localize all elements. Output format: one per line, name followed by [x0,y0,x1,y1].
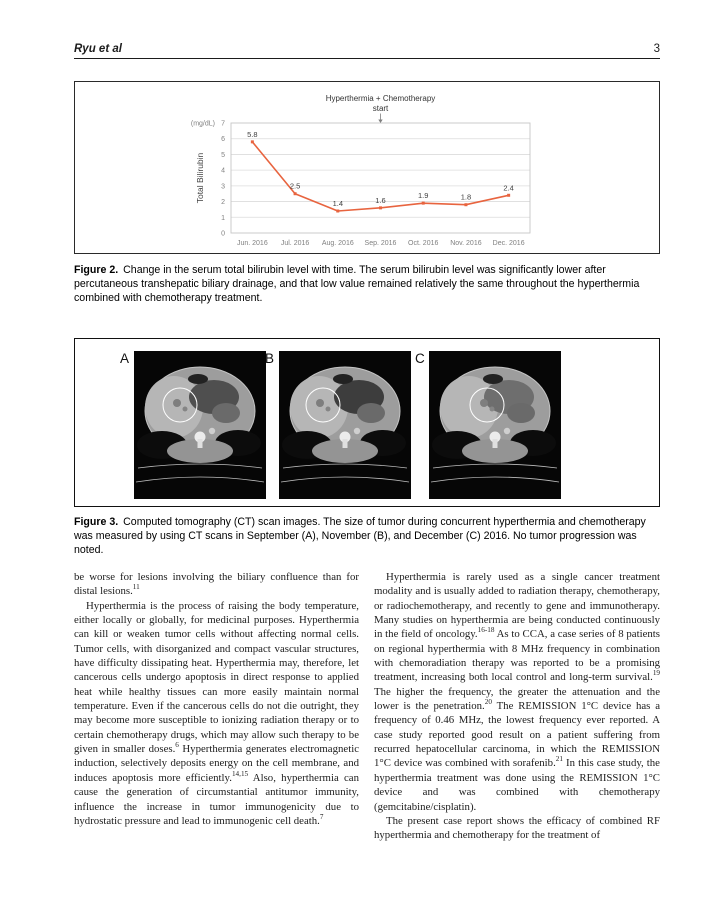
left-column [74,570,359,828]
y-axis-title: Total Bilirubin [195,152,205,204]
bilirubin-line-chart [75,82,659,253]
x-tick-label: Jul. 2016 [280,240,310,247]
chart-point-marker [422,202,425,205]
reference-superscript: 19 [652,669,660,678]
chart-point-marker [251,140,254,143]
spinous-process [493,439,498,448]
annotation-line2: start [372,104,389,113]
air-pocket [188,374,208,384]
tumor-mottle [326,407,331,412]
data-label: 1.9 [417,191,429,201]
plot-border [231,123,530,233]
figure3-caption-text: Computed tomography (CT) scan images. The size of tumor during concurrent hyperthermia and chemotherapy was measured by using CT scans in September (A), November (B), and December (C) 2016. No tumor progression was noted. [74,516,646,556]
reference-superscript: 11 [132,583,140,592]
tumor-mottle [490,407,495,412]
page-header [74,40,660,59]
reference-superscript: 20 [484,698,492,706]
figure2-caption [74,264,660,305]
chart-point-marker [336,210,339,213]
page-number: 3 [653,43,660,55]
bowel-region [507,403,535,423]
paragraph: The present case report shows the efficacy of combined RF hyperthermia and chemotherapy for the treatment of [374,814,660,842]
paragraph: Hyperthermia is rarely used as a single cancer treatment modality and is usually added to radiation therapy, chemotherapy, or radiochemotherapy, and recently to gene and immunotherapy. Many studies on hyperthermia are being conducted continuously in the field of oncology.$^{16-18}$ As to CCA, a case series of 8 patients on regional hyperthermia with 8 MHz frequency in combination with chemoradiation therapy was reported to be a promising treatment, increasing both local control and long-term survival.$^{19}$ The higher the frequency, the greater the attenuation and the lower is the penetration.$^{20}$ The REMISSION 1°C device has a frequency of 0.46 MHz, the lowest frequency ever reported. A case study reported good result on a patient suffering from recurred hepatocellular carcinoma, in which the REMISSION 1°C device was combined with sorafenib.$^{21}$ In this case study, the hyperthermia treatment was done using the REMISSION 1°C device and was combined with chemotherapy (gemcitabine/cisplatin). [374,571,660,813]
spinous-process [198,439,203,448]
data-label: 1.6 [375,195,386,205]
data-label: 5.8 [247,129,258,139]
y-tick-label: 6 [221,136,225,144]
ct-panel-label: A [120,351,130,366]
x-tick-label: Dec. 2016 [492,240,525,247]
y-tick-label: 1 [221,214,225,222]
figure3-ct-box [74,338,660,507]
y-tick-label: 7 [221,120,225,128]
data-label: 1.4 [332,199,344,208]
figure2-caption-label: Figure 2. [74,264,119,276]
x-tick-label: Aug. 2016 [321,240,354,247]
figure3-caption-label: Figure 3. [74,516,119,528]
ct-scan-image [134,351,266,499]
tumor-mottle [316,399,324,407]
figure3-caption [74,516,660,557]
bowel-region [212,403,240,423]
reference-superscript: 14,15 [231,769,249,778]
air-pocket [333,374,353,384]
bowel-region [357,403,385,423]
reference-superscript: 21 [555,755,563,764]
chart-point-marker [507,194,510,197]
figure2-caption-text: Change in the serum total bilirubin level with time. The serum bilirubin level was significantly lower after percutaneous transhepatic biliary drainage, and that low value remained relatively the same throughout the hyperthermia combined with chemotherapy treatment. [74,264,640,304]
air-pocket [483,374,503,384]
data-label: 1.8 [460,192,472,202]
y-unit-label: (mg/dL) [190,120,215,128]
ct-scan-image [429,351,561,499]
reference-superscript: 7 [319,812,324,821]
paragraph: Hyperthermia is the process of raising the body temperature, either locally or globally, for medicinal purposes. Hyperthermia can kill or weaken tumor cells without affecting normal cells. Tumor cells, with disorganized and compact vascular structures, have difficulty dissipating heat. Hyperthermia may, therefore, let cancerous cells undergo apoptosis in direct response to applied heat while healthy tissues can more easily maintain normal temperature. Even if the cancerous cells do not die outright, they may become more susceptible to ionizing radiation therapy or to certain chemotherapy drugs, which may allow such therapy to be given in smaller doses.$^6$ Hyperthermia generates electromagnetic induction, selectively deposits energy on the cell membrane, and induces apoptosis more efficiently.$^{14,15}$ Also, hyperthermia can cause the generation of circumstantial antitumor immunity, influence the increase in tumor immunogenicity due to hydrostatic pressure and lead to immunogenic cell death.$^7$ [74,599,359,827]
aorta [209,428,215,434]
y-tick-label: 2 [221,199,225,207]
x-tick-label: Sep. 2016 [364,240,397,247]
reference-superscript: 6 [175,741,179,750]
ct-scan-panel-a [120,351,266,499]
y-tick-label: 4 [221,167,225,175]
running-head: Ryu et al [74,43,122,55]
y-tick-label: 3 [221,183,225,191]
ct-scan-panel-c [415,351,561,499]
tumor-mottle [183,407,188,412]
x-tick-label: Jun. 2016 [236,240,268,247]
tumor-mottle [173,399,181,407]
reference-superscript: 16-18 [477,626,495,635]
aorta [504,428,510,434]
annotation-line1: Hyperthermia + Chemotherapy [325,94,436,103]
data-label: 2.4 [503,183,514,193]
right-column [374,570,660,843]
y-tick-label: 5 [221,151,225,159]
chart-point-marker [294,192,297,195]
paragraph: be worse for lesions involving the biliary confluence than for distal lesions.$^{11}$ [74,571,359,598]
ct-panel-label: B [265,351,275,366]
spinous-process [343,439,348,448]
ct-panel-label: C [415,351,425,366]
chart-point-marker [464,203,467,206]
data-label: 2.5 [289,181,301,191]
y-tick-label: 0 [221,230,225,238]
x-tick-label: Nov. 2016 [450,240,482,247]
aorta [354,428,360,434]
tumor-mottle [480,399,488,407]
chart-point-marker [379,206,382,209]
ct-scan-panel-b [265,351,411,499]
figure2-chart-box [74,81,660,254]
ct-scan-image [279,351,411,499]
x-tick-label: Oct. 2016 [408,240,439,247]
annotation-arrowhead-icon [378,120,382,124]
